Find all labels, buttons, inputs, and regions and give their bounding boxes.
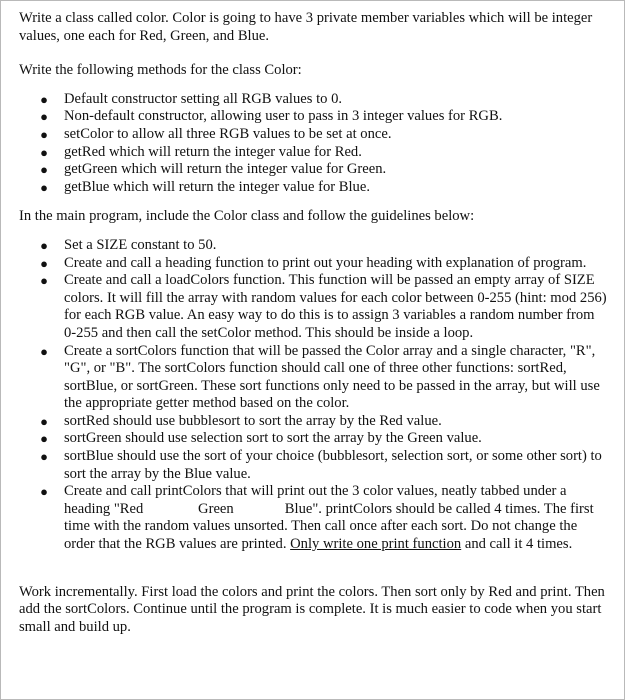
bullet-icon: ● bbox=[40, 179, 48, 195]
main-program-heading: In the main program, include the Color class and follow the guidelines below: bbox=[19, 208, 475, 225]
bullet-icon: ● bbox=[40, 484, 48, 500]
bullet-icon: ● bbox=[40, 126, 48, 142]
bullet-icon: ● bbox=[40, 91, 48, 107]
methods-heading: Write the following methods for the class Color: bbox=[19, 62, 302, 79]
list-item: ● Set a SIZE constant to 50. bbox=[40, 236, 217, 253]
list-item: ● sortRed should use bubblesort to sort the array by the Red value. bbox=[40, 412, 442, 429]
bullet-icon: ● bbox=[40, 144, 48, 160]
list-item: ● sortBlue should use the sort of your choice (bubblesort, selection sort, or some other sort) to sort the array by the Blue value. bbox=[40, 448, 602, 482]
list-item: ● Create and call a heading function to print out your heading with explanation of program. bbox=[40, 254, 587, 271]
bullet-icon: ● bbox=[40, 413, 48, 429]
list-item: ● Default constructor setting all RGB values to 0. bbox=[40, 90, 343, 107]
bullet-icon: ● bbox=[40, 343, 48, 359]
bullet-icon: ● bbox=[40, 255, 48, 271]
intro-paragraph: Write a class called color. Color is going to have 3 private member variables which will be integer values, one each for Red, Green, and Blue. bbox=[19, 10, 593, 44]
list-item-print-colors: ● Create and call printColors that will print out the 3 color values, neatly tabbed under a heading "Red Green Blue". printColors should be called 4 times. The first time with the random values unsorted. Then call once after each sort. Do not change the order that the RGB values are printed. Only write one print function and call it 4 times. bbox=[40, 483, 594, 553]
list-item: ● getBlue which will return the integer value for Blue. bbox=[40, 178, 370, 195]
closing-paragraph: Work incrementally. First load the colors and print the colors. Then sort only by Red and print. Then add the sortColors. Continue until the program is complete. It is much easier to code when you start small and build up. bbox=[19, 583, 605, 635]
bullet-icon: ● bbox=[40, 431, 48, 447]
list-item: ● getRed which will return the integer value for Red. bbox=[40, 143, 362, 160]
bullet-icon: ● bbox=[40, 449, 48, 465]
underlined-text: Only write one print function bbox=[290, 536, 462, 553]
list-item: ● Create a sortColors function that will be passed the Color array and a single character, "R", "G", or "B". The sortColors function should call one of three other functions: sortRed, sortBlue, or sortGreen. These sort functions only need to be passed in the array, but will use the appropriate getter method based on the color. bbox=[40, 342, 600, 412]
bullet-icon: ● bbox=[40, 162, 48, 178]
bullet-icon: ● bbox=[40, 109, 48, 125]
document-content bbox=[19, 10, 609, 636]
list-item: ● sortGreen should use selection sort to sort the array by the Green value. bbox=[40, 430, 482, 447]
guidelines-list bbox=[19, 237, 609, 554]
list-item: ● setColor to allow all three RGB values to be set at once. bbox=[40, 125, 392, 142]
methods-list bbox=[19, 91, 609, 197]
bullet-icon: ● bbox=[40, 273, 48, 289]
list-item: ● getGreen which will return the integer value for Green. bbox=[40, 161, 387, 178]
bullet-icon: ● bbox=[40, 237, 48, 253]
list-item: ● Non-default constructor, allowing user to pass in 3 integer values for RGB. bbox=[40, 108, 503, 125]
list-item: ● Create and call a loadColors function. This function will be passed an empty array of SIZE colors. It will fill the array with random values for each color between 0-255 (hint: mod 256) for each RGB value. An easy way to do this is to assign 3 variables a random number from 0-255 and then call the setColor method. This should be inside a loop. bbox=[40, 272, 607, 341]
